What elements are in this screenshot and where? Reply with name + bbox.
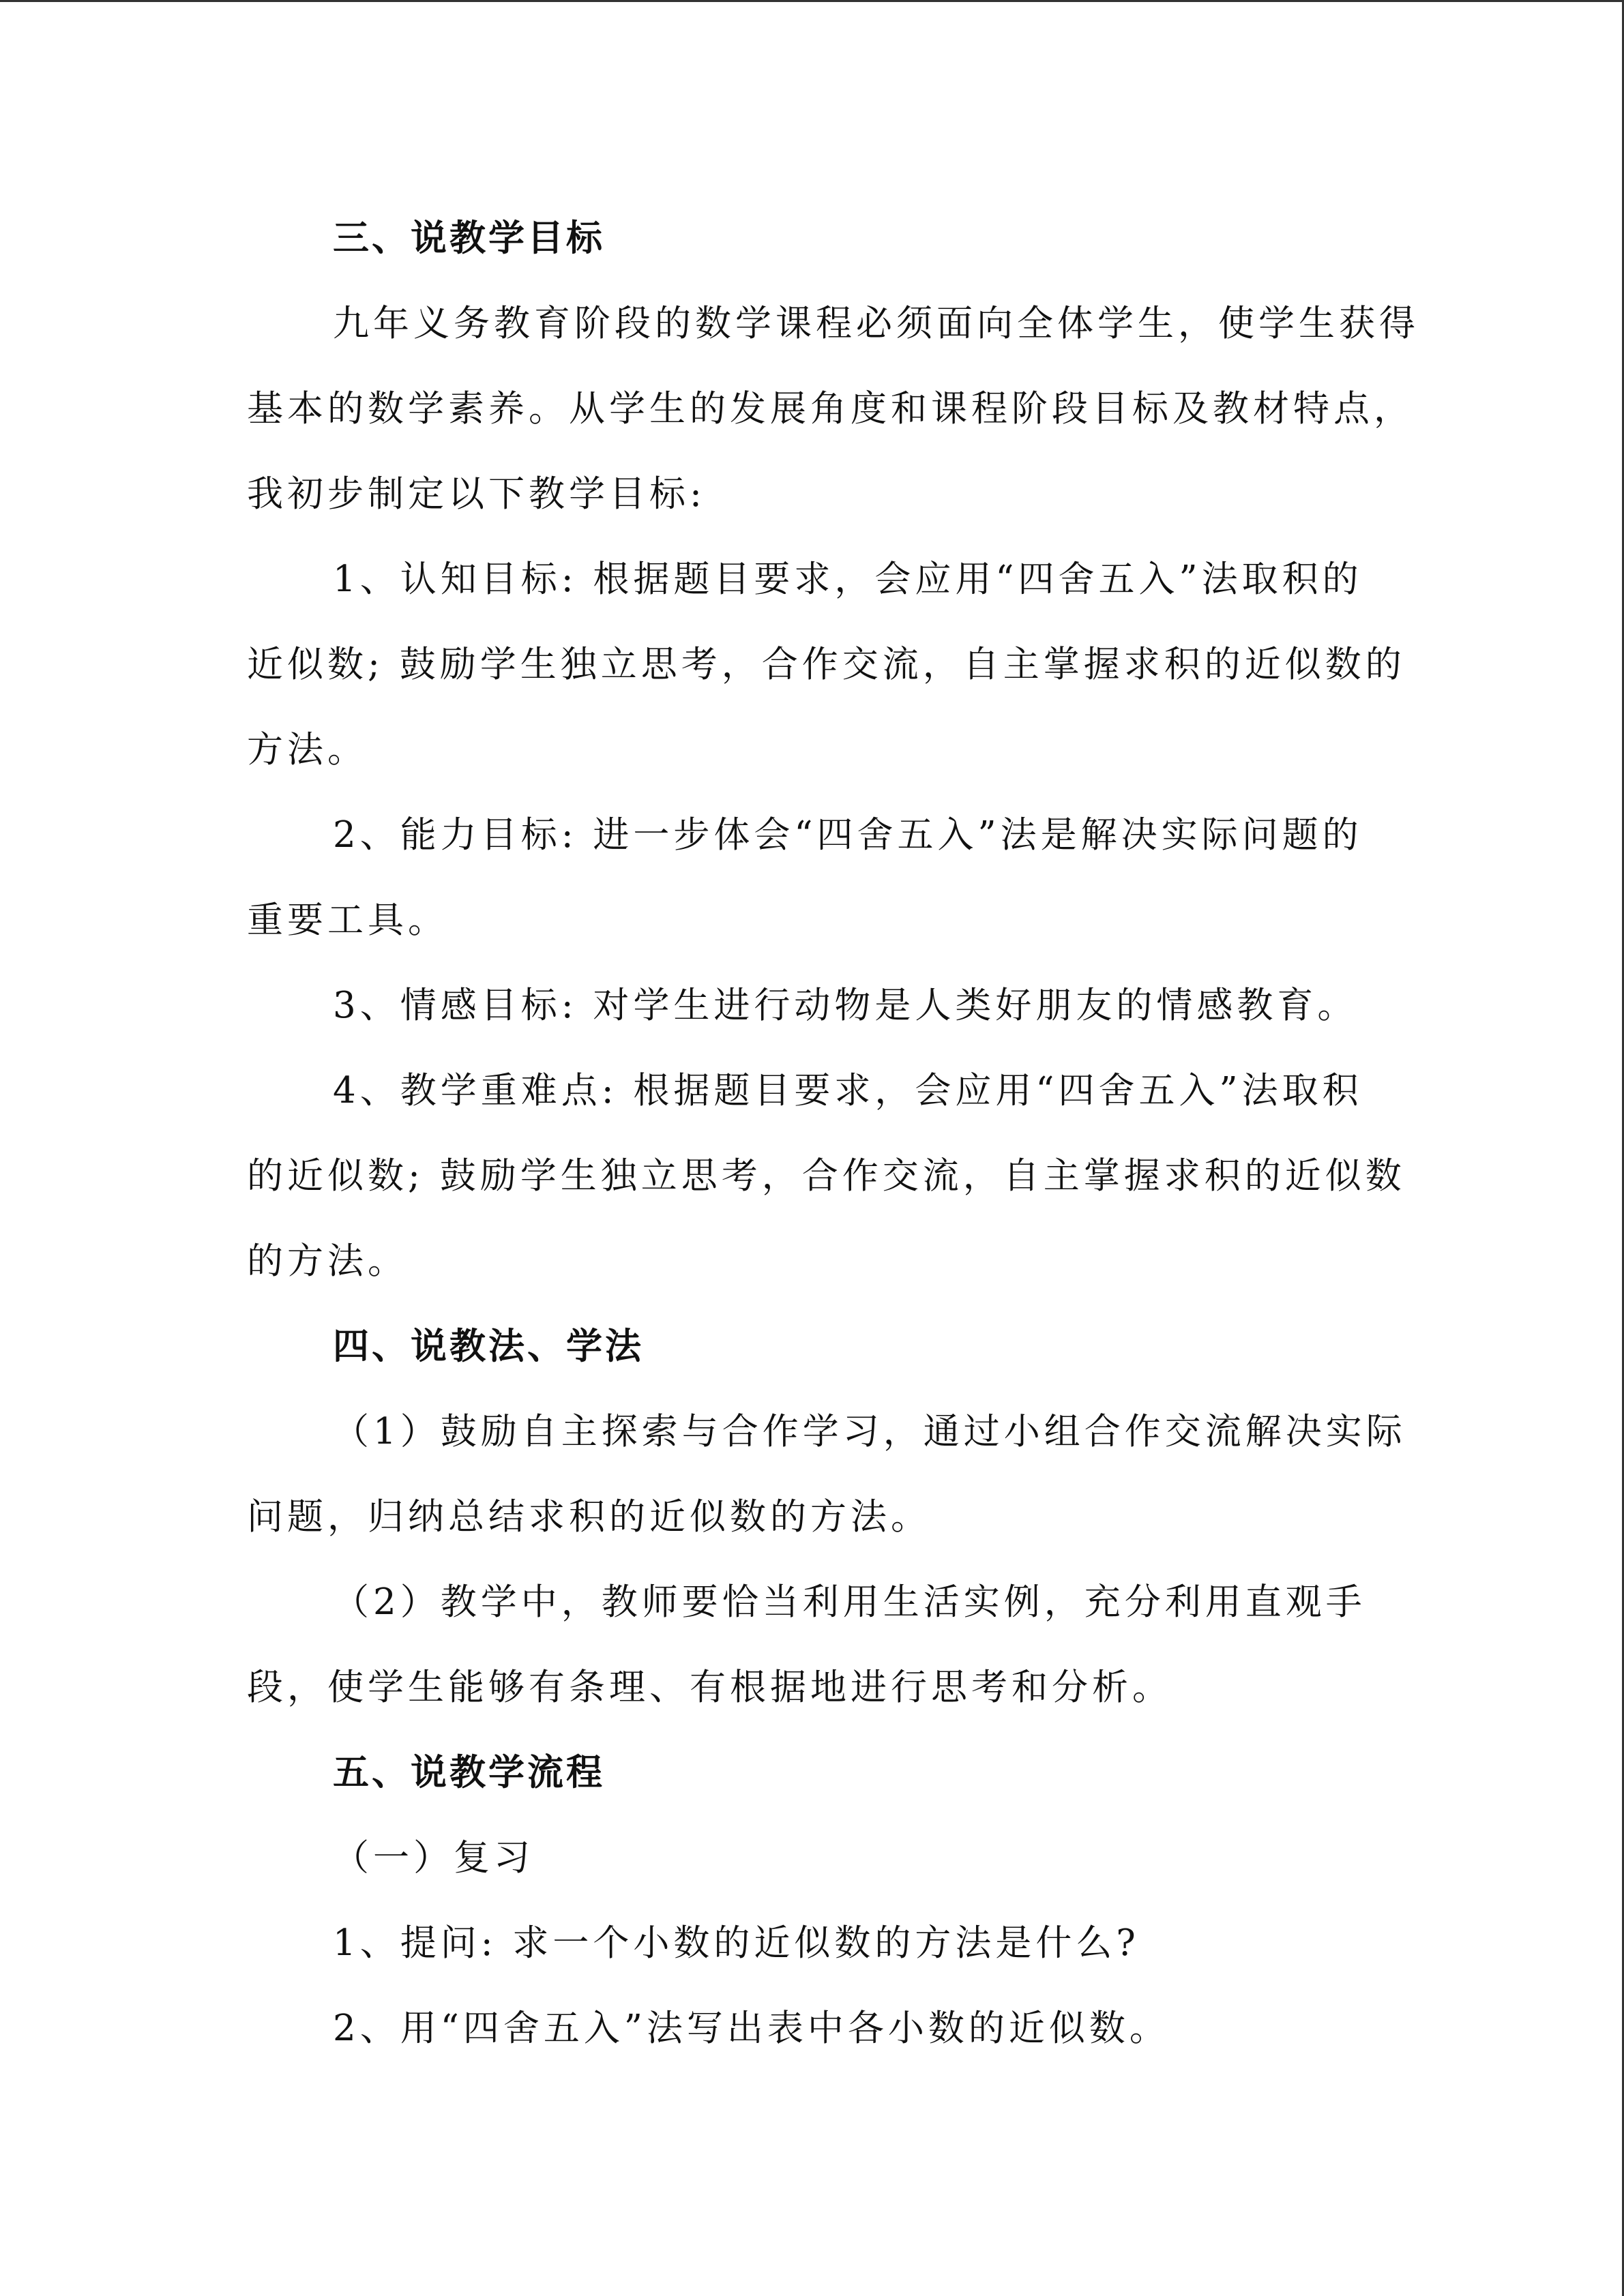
text-line: 我初步制定以下教学目标: <box>247 473 706 515</box>
question-1: 1、提问: 求一个小数的近似数的方法是什么? <box>333 1922 1140 1964</box>
text-line: 方法。 <box>247 729 368 771</box>
text-line: 九年义务教育阶段的数学课程必须面向全体学生，使学生获得 <box>333 303 1419 344</box>
text-line: 重要工具。 <box>247 899 448 941</box>
text-line: 的方法。 <box>247 1240 408 1282</box>
text-line: 4、教学重难点: 根据题目要求，会应用“四舍五入”法取积 <box>333 1070 1363 1112</box>
text-line: （2）教学中，教师要恰当利用生活实例，充分利用直观手 <box>333 1581 1366 1623</box>
section5-heading: 五、说教学流程 <box>333 1752 605 1793</box>
text-line: 2、能力目标: 进一步体会“四舍五入”法是解决实际问题的 <box>333 814 1363 856</box>
text-line: 问题，归纳总结求积的近似数的方法。 <box>247 1496 931 1538</box>
text-line: 1、认知目标: 根据题目要求，会应用“四舍五入”法取积的 <box>333 558 1363 600</box>
text-line: （1）鼓励自主探索与合作学习，通过小组合作交流解决实际 <box>333 1411 1406 1452</box>
subheading-review: （一）复习 <box>333 1837 534 1879</box>
text-line: 段，使学生能够有条理、有根据地进行思考和分析。 <box>247 1667 1172 1708</box>
question-2: 2、用“四舍五入”法写出表中各小数的近似数。 <box>333 2008 1170 2049</box>
text-line: 基本的数学素养。从学生的发展角度和课程阶段目标及教材特点， <box>247 388 1414 430</box>
text-line: 的近似数; 鼓励学生独立思考，合作交流，自主掌握求积的近似数 <box>247 1155 1406 1197</box>
text-line: 近似数; 鼓励学生独立思考，合作交流，自主掌握求积的近似数的 <box>247 644 1406 685</box>
section3-heading: 三、说教学目标 <box>333 218 605 259</box>
page-border-top <box>0 0 1624 2</box>
text-line: 3、情感目标: 对学生进行动物是人类好朋友的情感教育。 <box>333 985 1358 1026</box>
section4-heading: 四、说教法、学法 <box>333 1326 644 1367</box>
